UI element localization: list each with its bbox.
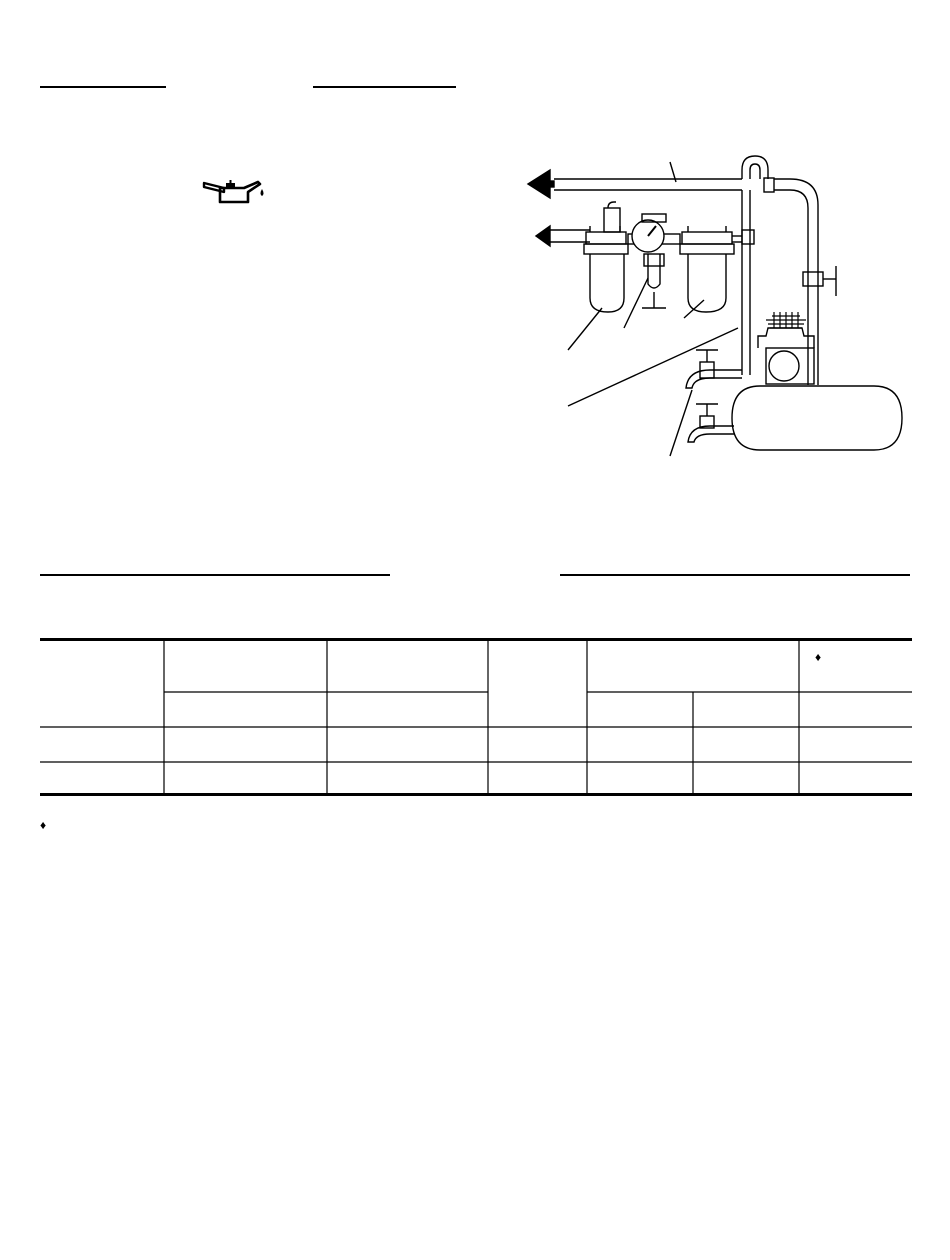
section-rule-right [560, 574, 910, 576]
oil-can-icon [202, 178, 270, 208]
outlet-arrow-bottom [536, 226, 550, 246]
air-compressor-piping-diagram [520, 150, 910, 460]
heading-rule-left [40, 86, 166, 88]
table-header-marker: ♦ [815, 650, 822, 664]
heading-rule-right [313, 86, 456, 88]
footnote-marker: ♦ [40, 818, 47, 832]
spec-table [40, 638, 912, 798]
section-rule-left [40, 574, 390, 576]
outlet-arrow-top [528, 170, 550, 198]
